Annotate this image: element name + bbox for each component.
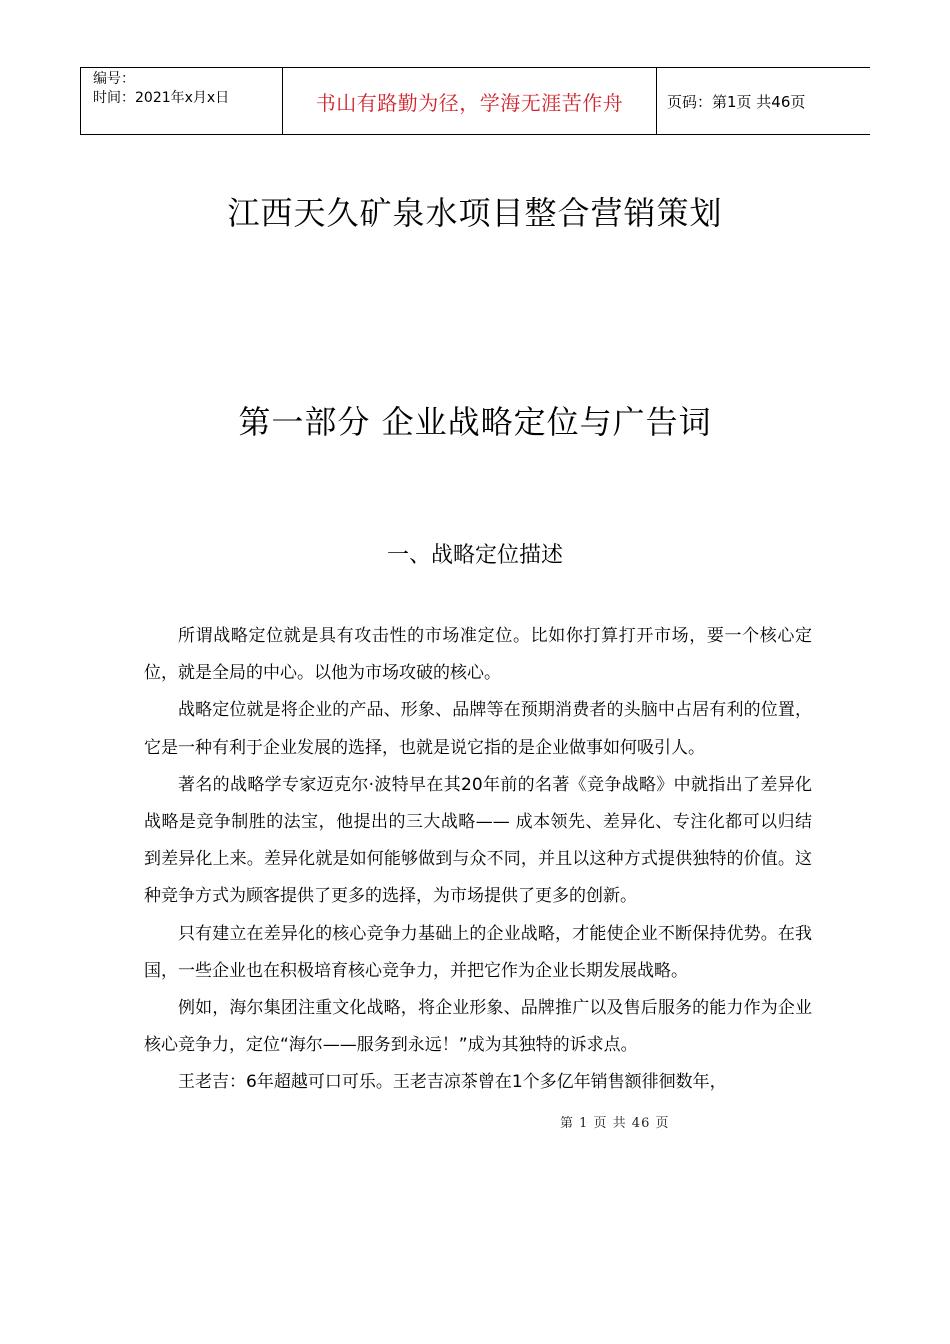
- body-text: [144, 618, 812, 1102]
- serial-number-label: 编号：: [93, 71, 135, 87]
- header-meta-cell: [81, 68, 283, 134]
- header-page-cell: [657, 68, 870, 134]
- paragraph: 王老吉：6年超越可口可乐。王老吉凉茶曾在1个多亿年销售额徘徊数年，: [178, 1072, 727, 1093]
- section-title: 一、战略定位描述: [386, 543, 563, 568]
- time-label: 时间：2021年x月x日: [93, 90, 230, 106]
- header-table: [80, 67, 870, 135]
- paragraph: 著名的战略学专家迈克尔·波特早在其20年前的名著《竞争战略》中就指出了差异化战略是竞争制胜的法宝，他提出的三大战略—— 成本领先、差异化、专注化都可以归结到差异化上来。差异化就是如何能够做到与众不同，并且以这种方式提供独特的价值。这种竞争方式为顾客提供了更多的选择，为市场提供了更多的创新。: [144, 774, 812, 907]
- paragraph: 战略定位就是将企业的产品、形象、品牌等在预期消费者的头脑中占居有利的位置，它是一种有利于企业发展的选择，也就是说它指的是企业做事如何吸引人。: [144, 700, 812, 758]
- paragraph: 例如，海尔集团注重文化战略，将企业形象、品牌推广以及售后服务的能力作为企业核心竞争力，定位“海尔——服务到永远！”成为其独特的诉求点。: [144, 998, 812, 1056]
- header-motto-cell: [283, 68, 657, 134]
- motto-text: 书山有路勤为径，学海无涯苦作舟: [315, 90, 624, 115]
- page-footer: 第 1 页 共 46 页: [560, 1116, 670, 1131]
- paragraph: 所谓战略定位就是具有攻击性的市场准定位。比如你打算打开市场，要一个核心定位，就是全局的中心。以他为市场攻破的核心。: [144, 626, 812, 684]
- page-count-label: 页码：第1页 共46页: [667, 92, 806, 111]
- part-title: 第一部分 企业战略定位与广告词: [238, 403, 712, 441]
- document-title: 江西天久矿泉水项目整合营销策划: [227, 194, 723, 232]
- paragraph: 只有建立在差异化的核心竞争力基础上的企业战略，才能使企业不断保持优势。在我国，一些企业也在积极培育核心竞争力，并把它作为企业长期发展战略。: [144, 923, 812, 981]
